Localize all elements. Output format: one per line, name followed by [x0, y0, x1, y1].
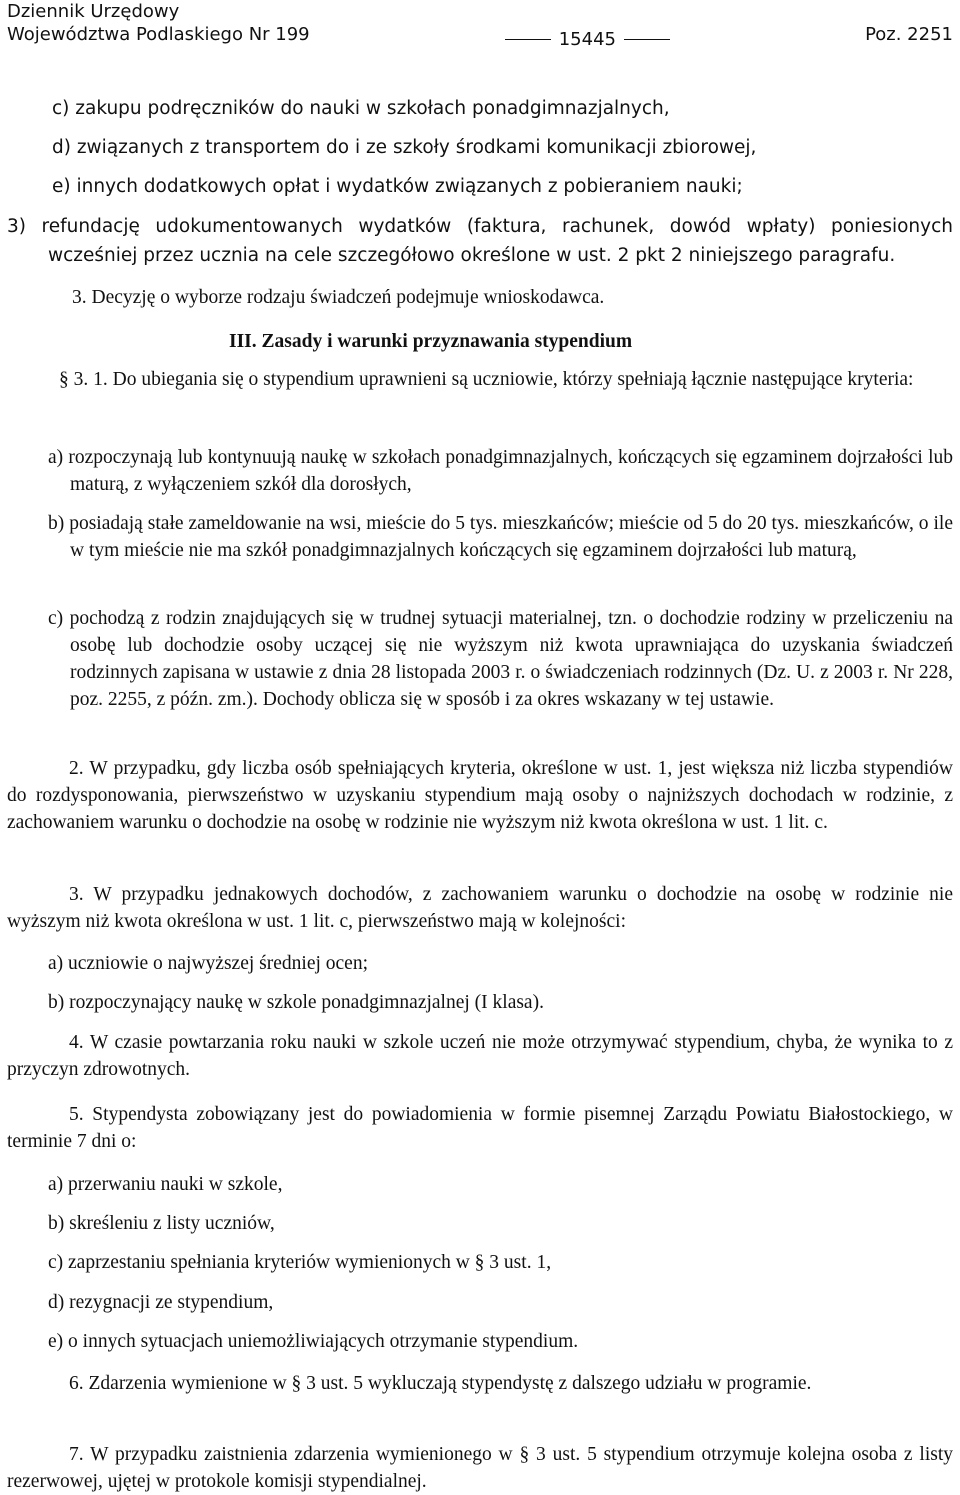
list-item-3-line1: 3) refundację udokumentowanych wydatków (faktura, rachunek, dowód wpłaty) poniesionych — [7, 216, 953, 237]
page-header — [7, 0, 953, 51]
notification-a: a) przerwaniu nauki w szkole, — [48, 1174, 283, 1195]
criterion-a: a) rozpoczynają lub kontynuują naukę w szkołach ponadgimnazjalnych, kończących się egzaminem dojrzałości lub maturą, z wyłączeniem szkół dla dorosłych, — [48, 447, 953, 495]
header-row — [7, 23, 953, 51]
province-issue: Województwa Podlaskiego Nr 199 — [7, 24, 310, 45]
notification-e: e) o innych sytuacjach uniemożliwiających otrzymanie stypendium. — [48, 1331, 579, 1352]
paragraph-3b: 3. W przypadku jednakowych dochodów, z zachowaniem warunku o dochodzie na osobę w rodzinie nie wyższym niż kwota określona w ust. 1 lit. c, pierwszeństwo mają w kolejności: — [7, 884, 953, 932]
paragraph-5: 5. Stypendysta zobowiązany jest do powiadomienia w formie pisemnej Zarządu Powiatu Białostockiego, w terminie 7 dni o: — [7, 1104, 953, 1152]
paragraph-7: 7. W przypadku zaistnienia zdarzenia wymienionego w § 3 ust. 5 stypendium otrzymuje kolejna osoba z listy rezerwowej, ujętej w protokole komisji stypendialnej. — [7, 1444, 953, 1492]
paragraph-4: 4. W czasie powtarzania roku nauki w szkole uczeń nie może otrzymywać stypendium, chyba, że wynika to z przyczyn zdrowotnych. — [7, 1032, 953, 1080]
dash-right — [624, 39, 670, 40]
section-3-paragraph-1: § 3. 1. Do ubiegania się o stypendium uprawnieni są uczniowie, którzy spełniają łącznie następujące kryteria: — [59, 369, 914, 390]
notification-d: d) rezygnacji ze stypendium, — [48, 1292, 274, 1313]
paragraph-6: 6. Zdarzenia wymienione w § 3 ust. 5 wykluczają stypendystę z dalszego udziału w programie. — [69, 1373, 812, 1394]
paragraph-3: 3. Decyzję o wyborze rodzaju świadczeń podejmuje wnioskodawca. — [72, 287, 605, 308]
list-item-e: e) innych dodatkowych opłat i wydatków związanych z pobieraniem nauki; — [52, 176, 743, 197]
list-item-c: c) zakupu podręczników do nauki w szkołach ponadgimnazjalnych, — [52, 98, 670, 119]
section-heading: III. Zasady i warunki przyznawania stypendium — [229, 331, 633, 352]
notification-b: b) skreśleniu z listy uczniów, — [48, 1213, 275, 1234]
priority-a: a) uczniowie o najwyższej średniej ocen; — [48, 953, 368, 974]
list-item-3-line2: wcześniej przez ucznia na cele szczegółowo określone w ust. 2 pkt 2 niniejszego paragrafu. — [48, 245, 896, 266]
page-number-block — [505, 28, 670, 51]
list-item-d: d) związanych z transportem do i ze szkoły środkami komunikacji zbiorowej, — [52, 137, 757, 158]
priority-b: b) rozpoczynający naukę w szkole ponadgimnazjalnej (I klasa). — [48, 992, 544, 1013]
position-number: Poz. 2251 — [865, 24, 953, 45]
page-number: 15445 — [558, 29, 616, 50]
notification-c: c) zaprzestaniu spełniania kryteriów wymienionych w § 3 ust. 1, — [48, 1252, 552, 1273]
criterion-c: c) pochodzą z rodzin znajdujących się w trudnej sytuacji materialnej, tzn. o dochodzie rodziny w przeliczeniu na osobę lub dochodzie osoby uczącej się nie wyższym niż kwota uprawniająca do uzyskania świadczeń rodzinnych zapisana w ustawie z dnia 28 listopada 2003 r. o świadczeniach rodzinnych (Dz. U. z 2003 r. Nr 228, poz. 2255, z późn. zm.). Dochody oblicza się w sposób i za okres wskazany w tej ustawie. — [48, 608, 953, 710]
paragraph-2: 2. W przypadku, gdy liczba osób spełniających kryteria, określone w ust. 1, jest większa niż liczba stypendiów do rozdysponowania, pierwszeństwo w uzyskaniu stypendium mają osoby o najniższych dochodach w rodzinie, z zachowaniem warunku o dochodzie na osobę w rodzinie nie wyższym niż kwota określona w ust. 1 lit. c. — [7, 758, 953, 833]
journal-title: Dziennik Urzędowy — [7, 1, 180, 22]
dash-left — [505, 39, 551, 40]
criterion-b: b) posiadają stałe zameldowanie na wsi, mieście do 5 tys. mieszkańców; mieście od 5 do 20 tys. mieszkańców, o ile w tym mieście nie ma szkół ponadgimnazjalnych kończących się egzaminem dojrzałości lub maturą, — [48, 513, 953, 561]
